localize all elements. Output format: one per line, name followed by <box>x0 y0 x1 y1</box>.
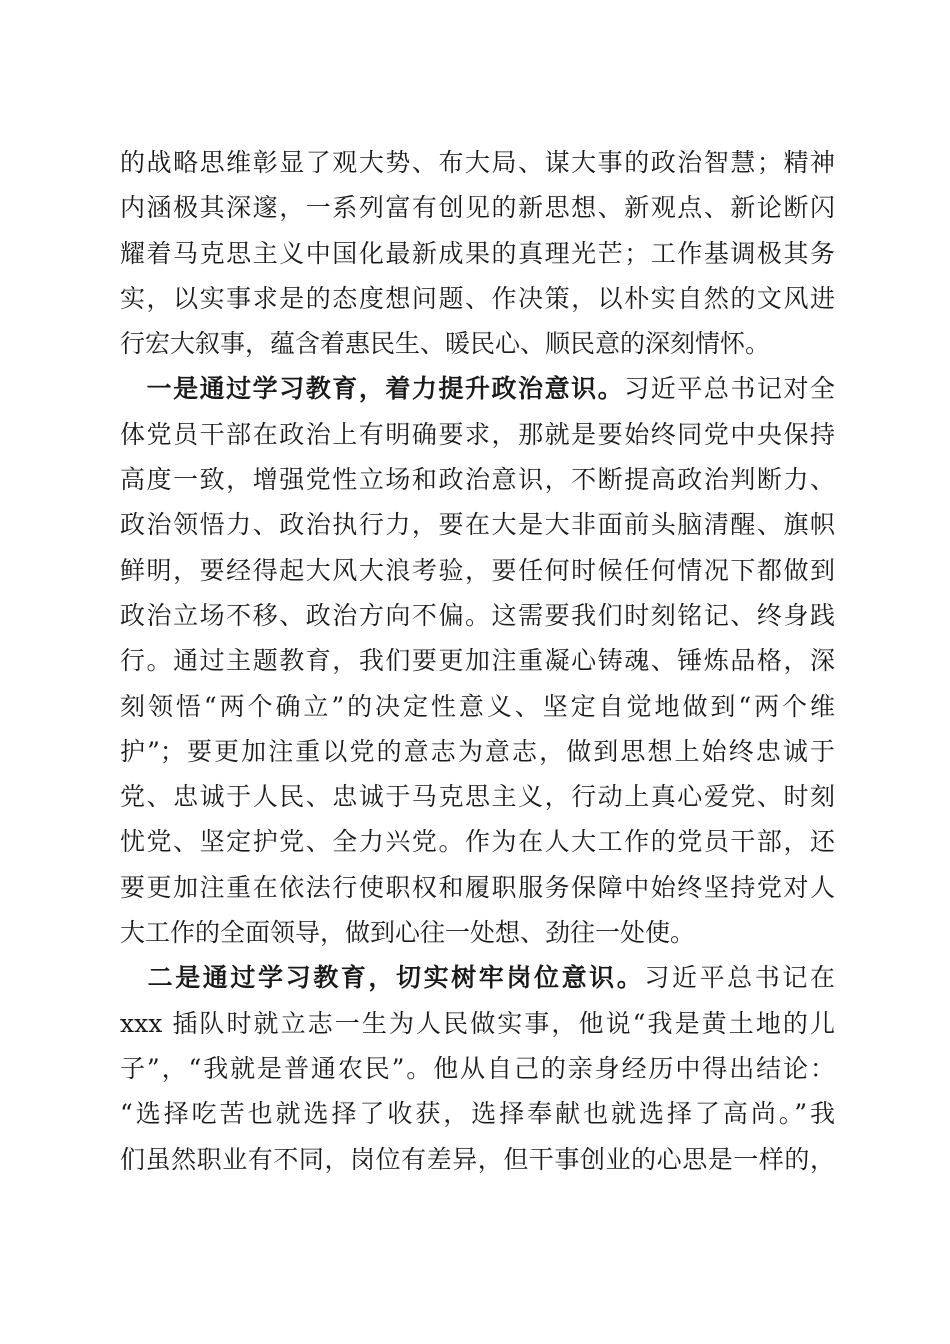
text-line <box>120 593 835 638</box>
text-line <box>120 276 835 321</box>
text-line <box>120 1091 835 1136</box>
text-line <box>120 231 835 276</box>
text-line <box>120 819 835 864</box>
line-text: 政治立场不移、政治方向不偏。这需要我们时刻铭记、终身践 <box>120 600 835 630</box>
document-body <box>120 140 835 1182</box>
text-line <box>120 1046 835 1091</box>
text-line <box>120 321 835 366</box>
text-line <box>120 638 835 683</box>
text-line <box>120 684 835 729</box>
line-text: 们虽然职业有不同，岗位有差异，但干事创业的心思是一样的， <box>120 1144 835 1174</box>
line-text: 行。通过主题教育，我们要更加注重凝心铸魂、锤炼品格，深 <box>120 646 835 676</box>
text-line <box>120 774 835 819</box>
line-text: 刻领悟“两个确立”的决定性意义、坚定自觉地做到“两个维 <box>120 691 835 721</box>
text-line <box>120 412 835 457</box>
line-text: 党、忠诚于人民、忠诚于马克思主义，行动上真心爱党、时刻 <box>120 782 835 812</box>
text-line <box>120 548 835 593</box>
line-text: 鲜明，要经得起大风大浪考验，要任何时候任何情况下都做到 <box>120 555 835 585</box>
line-text: xxx 插队时就立志一生为人民做实事，他说“我是黄土地的儿 <box>120 1008 835 1038</box>
line-text: 体党员干部在政治上有明确要求，那就是要始终同党中央保持 <box>120 419 835 449</box>
line-text: 的战略思维彰显了观大势、布大局、谋大事的政治智慧；精神 <box>120 148 835 177</box>
paragraph-heading: 二是通过学习教育，切实树牢岗位意识。 <box>120 963 645 993</box>
line-text: 耀着马克思主义中国化最新成果的真理光芒；工作基调极其务 <box>120 238 835 268</box>
line-text: 实，以实事求是的态度想问题、作决策，以朴实自然的文风进 <box>120 283 835 313</box>
line-text: 政治领悟力、政治执行力，要在大是大非面前头脑清醒、旗帜 <box>120 510 835 540</box>
line-text: 忧党、坚定护党、全力兴党。作为在人大工作的党员干部，还 <box>120 827 835 857</box>
line-text: 习近平总书记在 <box>644 963 835 993</box>
paragraph-heading-line <box>120 366 835 411</box>
paragraph-heading-line <box>120 955 835 1000</box>
line-text: 护”；要更加注重以党的意志为意志，做到思想上始终忠诚于 <box>120 736 835 766</box>
text-line <box>120 865 835 910</box>
line-text: 大工作的全面领导，做到心往一处想、劲往一处使。 <box>120 918 696 948</box>
line-text: 要更加注重在依法行使职权和履职服务保障中始终坚持党对人 <box>120 872 835 902</box>
line-text: 高度一致，增强党性立场和政治意识，不断提高政治判断力、 <box>120 465 835 495</box>
line-text: 内涵极其深邃，一系列富有创见的新思想、新观点、新论断闪 <box>120 193 835 223</box>
text-line <box>120 457 835 502</box>
text-line <box>120 502 835 547</box>
text-line <box>120 1137 835 1182</box>
text-line <box>120 1001 835 1046</box>
line-text: “选择吃苦也就选择了收获，选择奉献也就选择了高尚。”我 <box>120 1099 835 1129</box>
line-text: 子”，“我就是普通农民”。他从自己的亲身经历中得出结论： <box>120 1053 835 1083</box>
paragraph-heading: 一是通过学习教育，着力提升政治意识。 <box>120 374 625 404</box>
line-text: 行宏大叙事，蕴含着惠民生、暖民心、顺民意的深刻情怀。 <box>120 329 771 359</box>
text-line <box>120 910 835 955</box>
line-text: 习近平总书记对全 <box>624 374 835 404</box>
text-line <box>120 140 835 185</box>
text-line <box>120 185 835 230</box>
text-line <box>120 729 835 774</box>
